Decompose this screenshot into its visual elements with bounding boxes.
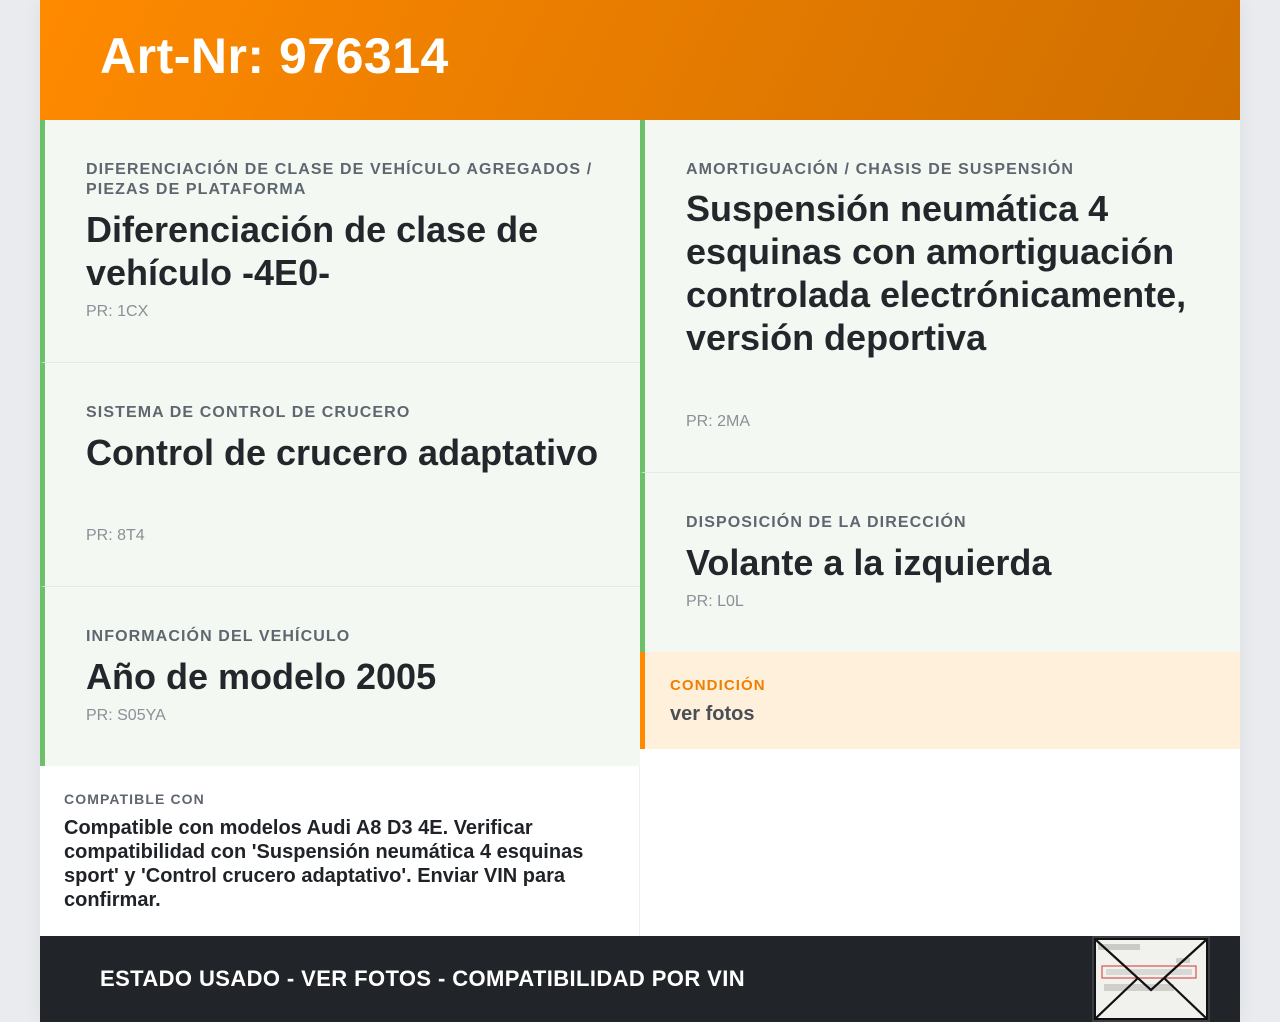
spec-category: DISPOSICIÓN DE LA DIRECCIÓN: [686, 514, 967, 531]
spec-card-steering: [640, 473, 1240, 652]
compatibility-label: COMPATIBLE CON: [64, 791, 205, 807]
spec-card-vehicle-class: [40, 120, 640, 363]
label-photo-icon: [1094, 938, 1208, 1020]
compatibility-text: Compatible con modelos Audi A8 D3 4E. Verificar compatibilidad con 'Suspensión neumática 4 esquinas sport' y 'Control crucero adaptativo'. Enviar VIN para confirmar.: [64, 817, 584, 911]
footer-status-text: ESTADO USADO - VER FOTOS - COMPATIBILIDAD POR VIN: [100, 966, 745, 991]
header-bar: [40, 0, 1240, 120]
spec-value: Año de modelo 2005: [86, 656, 437, 697]
spec-card-suspension: [640, 120, 1240, 473]
condition-value: ver fotos: [670, 703, 755, 725]
article-number-title: Art-Nr: 976314: [100, 28, 449, 84]
compatibility-section: [40, 766, 640, 936]
parts-sheet: [40, 0, 1240, 1022]
spec-category: DIFERENCIACIÓN DE CLASE DE VEHÍCULO AGREGADOS / PIEZAS DE PLATAFORMA: [86, 161, 593, 198]
spec-category: SISTEMA DE CONTROL DE CRUCERO: [86, 404, 411, 421]
spec-card-cruise-control: [40, 363, 640, 587]
spec-value: Diferenciación de clase de vehículo -4E0-: [86, 209, 539, 293]
condition-box: [640, 652, 1240, 749]
spec-pr-code: PR: S05YA: [86, 707, 166, 724]
spec-category: INFORMACIÓN DEL VEHÍCULO: [86, 628, 351, 645]
spec-value: Control de crucero adaptativo: [86, 432, 599, 473]
condition-label: CONDICIÓN: [670, 677, 766, 694]
spec-value: Volante a la izquierda: [686, 542, 1052, 583]
part-label-thumbnail[interactable]: [1092, 936, 1210, 1022]
spec-value: Suspensión neumática 4 esquinas con amortiguación controlada electrónicamente, versión deportiva: [686, 188, 1187, 358]
spec-pr-code: PR: 2MA: [686, 413, 751, 430]
footer-bar: [40, 936, 1240, 1022]
spec-card-vehicle-info: [40, 587, 640, 766]
spec-pr-code: PR: 8T4: [86, 527, 145, 544]
spec-pr-code: PR: L0L: [686, 593, 744, 610]
spec-pr-code: PR: 1CX: [86, 303, 149, 320]
spec-category: AMORTIGUACIÓN / CHASIS DE SUSPENSIÓN: [686, 161, 1075, 178]
